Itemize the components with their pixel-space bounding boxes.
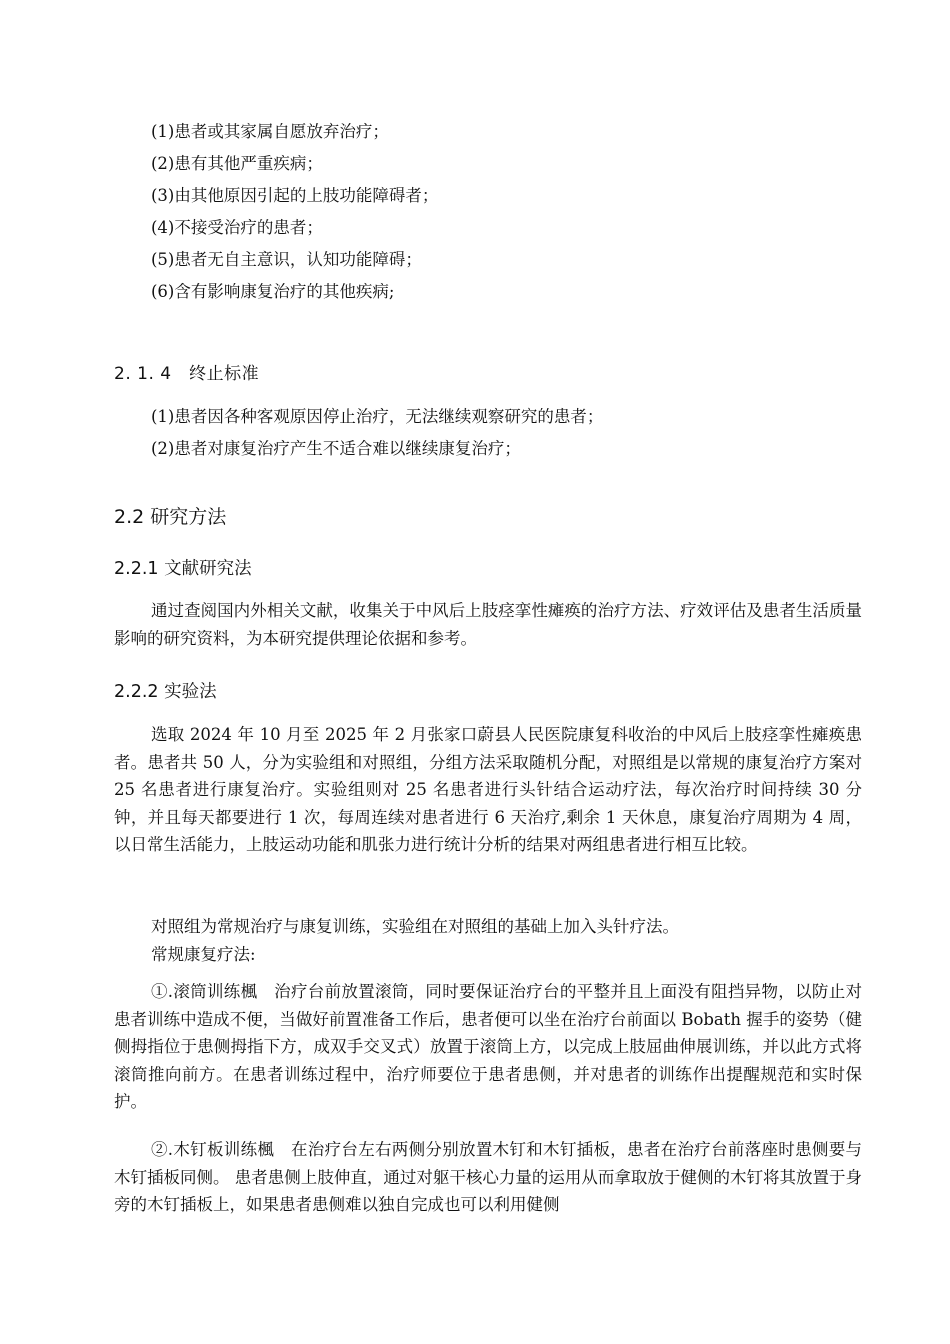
groups-paragraph: 对照组为常规治疗与康复训练，实验组在对照组的基础上加入头针疗法。: [151, 917, 679, 936]
exclusion-item-6: (6)含有影响康复治疗的其他疾病;: [151, 282, 395, 301]
heading-2-2: 2.2 研究方法: [114, 506, 227, 528]
exclusion-item-1: (1)患者或其家属自愿放弃治疗；: [151, 122, 389, 141]
experiment-paragraph: 选取 2024 年 10 月至 2025 年 2 月张家口蔚县人民医院康复科收治的中风后上肢痉挛性瘫痪患者。患者共 50 人，分为实验组和对照组，分组方法采取随机分配，对照组是以常规的康复治疗方案对 25 名患者进行康复治疗。实验组则对 25 名患者进行头针结合运动疗法，每次治疗时间持续 30 分钟，并且每天都要进行 1 次，每周连续对患者进行 6 天治疗,剩余 1 天休息，康复治疗周期为 4 周，以日常生活能力，上肢运动功能和肌张力进行统计分析的结果对两组患者进行相互比较。: [114, 725, 862, 855]
heading-2-1-4: 2. 1. 4 终止标准: [114, 364, 260, 384]
exclusion-item-3: (3)由其他原因引起的上肢功能障碍者；: [151, 186, 439, 205]
termination-item-1: (1)患者因各种客观原因停止治疗，无法继续观察研究的患者；: [151, 407, 604, 426]
routine-therapy-label: 常规康复疗法:: [151, 945, 256, 964]
literature-paragraph: 通过查阅国内外相关文献，收集关于中风后上肢痉挛性瘫痪的治疗方法、疗效评估及患者生活质量影响的研究资料，为本研究提供理论依据和参考。: [114, 601, 862, 648]
exclusion-item-2: (2)患有其他严重疾病；: [151, 154, 323, 173]
heading-2-2-2: 2.2.2 实验法: [114, 682, 217, 702]
termination-item-2: (2)患者对康复治疗产生不适合难以继续康复治疗；: [151, 439, 521, 458]
roller-training-paragraph: ①.滚筒训练楓 治疗台前放置滚筒，同时要保证治疗台的平整并且上面没有阻挡异物，以防止对患者训练中造成不便，当做好前置准备工作后，患者便可以坐在治疗台前面以 Bobath 握手的姿势（健侧拇指位于患侧拇指下方，成双手交叉式）放置于滚筒上方，以完成上肢屈曲伸展训练，并以此方式将滚筒推向前方。在患者训练过程中，治疗师要位于患者患侧，并对患者的训练作出提醒规范和实时保护。: [114, 982, 862, 1112]
pegboard-training-paragraph: ②.木钉板训练楓 在治疗台左右两侧分别放置木钉和木钉插板，患者在治疗台前落座时患侧要与木钉插板同侧。 患者患侧上肢伸直，通过对躯干核心力量的运用从而拿取放于健侧的木钉将其放置于身旁的木钉插板上，如果患者患侧难以独自完成也可以利用健侧: [114, 1140, 862, 1215]
exclusion-item-4: (4)不接受治疗的患者；: [151, 218, 323, 237]
exclusion-item-5: (5)患者无自主意识，认知功能障碍；: [151, 250, 422, 269]
heading-2-2-1: 2.2.1 文献研究法: [114, 559, 252, 579]
